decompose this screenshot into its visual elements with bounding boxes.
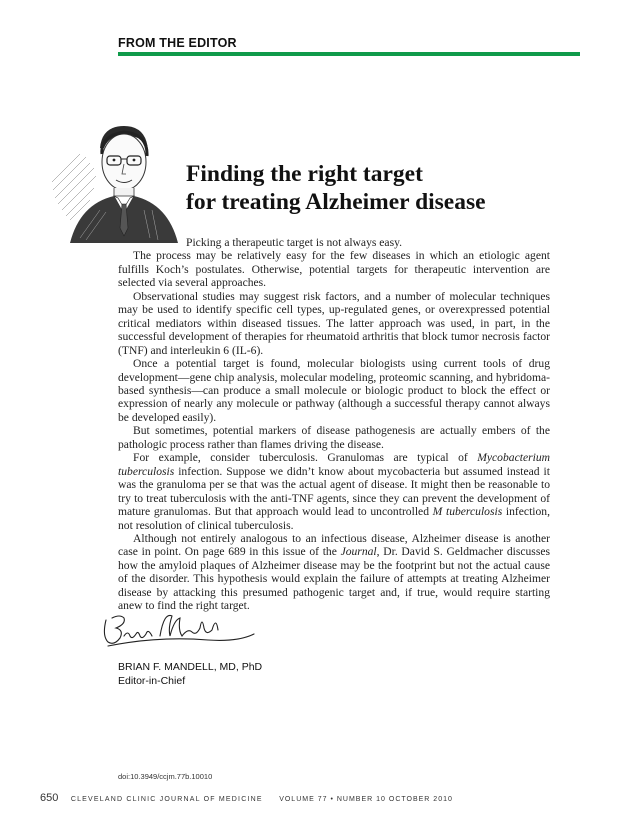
- paragraph-6-text-end: infection, not resolution of clinical tuberculosis.: [118, 505, 550, 532]
- author-block: [118, 660, 262, 688]
- doi-text: doi:10.3949/ccjm.77b.10010: [118, 772, 213, 781]
- issue-info: [279, 796, 453, 803]
- section-label: FROM THE EDITOR: [118, 36, 237, 50]
- paragraph-4: Once a potential target is found, molecular biologists using current tools of drug development—gene chip analysis, molecular modeling, proteomic scanning, and hybridoma-based synthesis—can produce a small molecule or biologic product to block the effect or expression of nearly any molecule or pathway (although a successful therapy cannot always be developed easily).: [118, 357, 550, 424]
- article-title: [186, 160, 486, 216]
- editor-portrait-image: [50, 118, 180, 243]
- paragraph-5: But sometimes, potential markers of disease pathogenesis are actually embers of the pathologic process rather than flames driving the disease.: [118, 424, 550, 451]
- article-body: [118, 236, 550, 613]
- journal-name: CLEVELAND CLINIC JOURNAL OF MEDICINE: [70, 796, 263, 803]
- date-text: OCTOBER 2010: [388, 796, 453, 803]
- page-number: 650: [40, 792, 59, 804]
- author-name: BRIAN F. MANDELL, MD, PhD: [118, 661, 263, 673]
- paragraph-6-italic-1: Mycobacterium tuberculosis: [118, 451, 550, 478]
- signature-image: [98, 606, 258, 652]
- paragraph-7: [118, 532, 550, 613]
- paragraph-6-italic-2: M tuberculosis: [432, 505, 503, 519]
- paragraph-6-text-mid: infection. Suppose we didn’t know about mycobacteria but assumed instead it was the granuloma per se that was the actual agent of disease. It might then be reasonable to try to treat tuberculosis with the anti-TNF agents, since they can prevent the development of mature granulomas. But that approach would lead to uncontrolled: [118, 464, 550, 519]
- paragraph-6-text-start: For example, consider tuberculosis. Granulomas are typical of: [133, 451, 478, 465]
- bullet-separator: •: [330, 796, 334, 803]
- page-footer: [40, 788, 453, 806]
- article-title-line-2: for treating Alzheimer disease: [186, 189, 486, 215]
- article-title-line-1: Finding the right target: [186, 161, 423, 187]
- section-rule: [118, 52, 580, 56]
- paragraph-3: Observational studies may suggest risk factors, and a number of molecular techniques may be used to identify specific cell types, up-regulated genes, or overexpressed potential critical mediators within diseased tissues. The latter approach was used, in part, in the successful development of therapies for rheumatoid arthritis that block tumor necrosis factor (TNF) and interleukin 6 (IL-6).: [118, 289, 550, 357]
- volume-text: VOLUME 77: [279, 796, 328, 803]
- paragraph-6: [118, 451, 550, 532]
- paragraph-1: Picking a therapeutic target is not always easy.: [186, 236, 403, 249]
- author-role: Editor-in-Chief: [118, 675, 186, 687]
- number-text: NUMBER 10: [336, 796, 386, 803]
- paragraph-7-text-start: Although not entirely analogous to an infectious disease, Alzheimer disease is another case in point. On page 689 in this issue of the: [118, 531, 550, 559]
- paragraph-7-italic: Journal: [340, 545, 377, 559]
- paragraph-7-text-end: , Dr. David S. Geldmacher discusses how the amyloid plaques of Alzheimer disease may be the footprint but not the actual cause of the disorder. This hypothesis would explain the failure of attempts at treating Alzheimer disease by attacking this presumed pathogenic target and, if true, would require starting anew to find the right target.: [118, 545, 550, 613]
- paragraph-2: The process may be relatively easy for the few diseases in which an etiologic agent fulfills Koch’s postulates. Otherwise, potential targets for therapeutic intervention are selected via several approaches.: [118, 249, 550, 290]
